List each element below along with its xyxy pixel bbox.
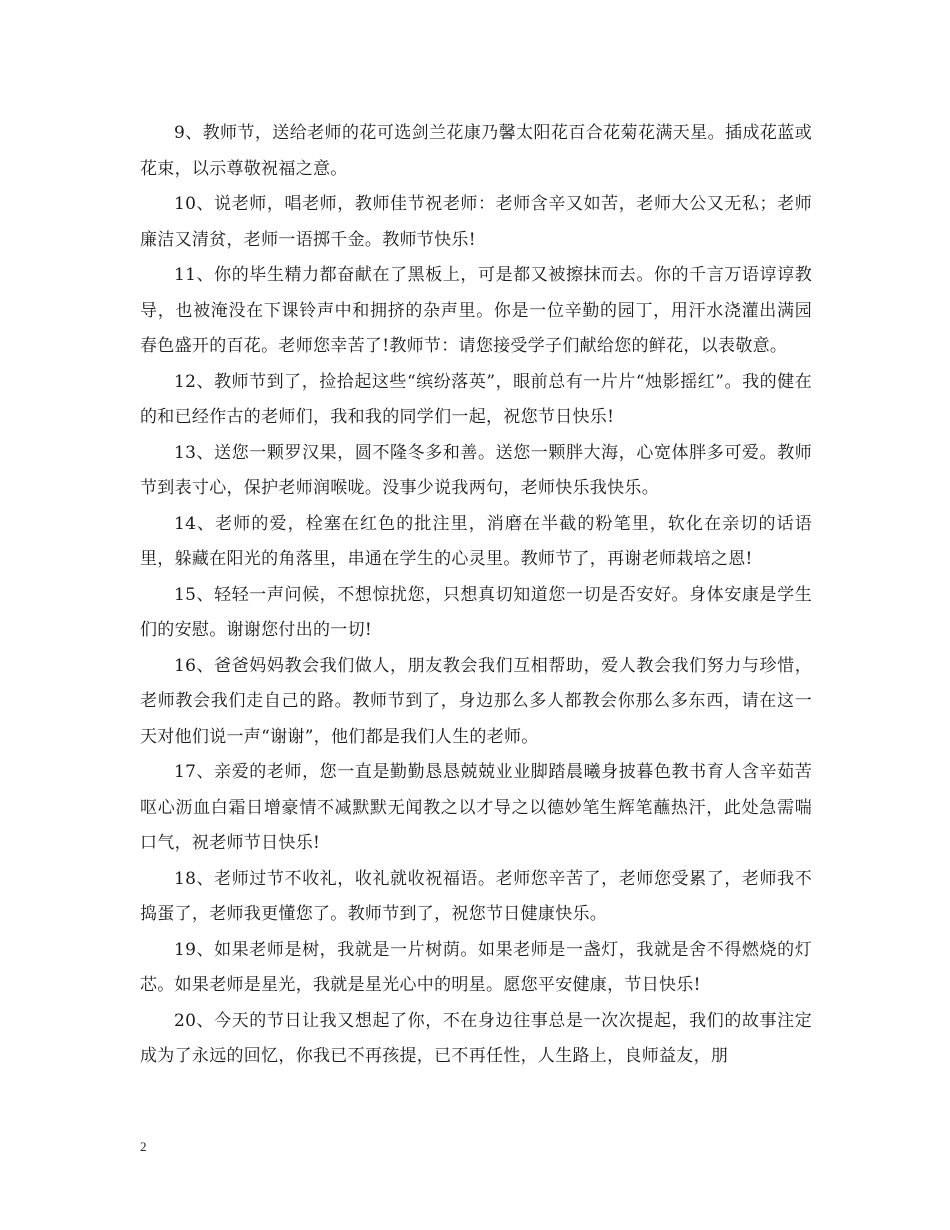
paragraph-14: 14、老师的爱，栓塞在红色的批注里，消磨在半截的粉笔里，软化在亲切的话语里，躲藏在阳光的角落里，串通在学生的心灵里。教师节了，再谢老师栽培之恩! [140,513,812,569]
paragraph-19: 19、如果老师是树，我就是一片树荫。如果老师是一盏灯，我就是舍不得燃烧的灯芯。如果老师是星光，我就是星光心中的明星。愿您平安健康，节日快乐! [140,939,812,995]
paragraph-18: 18、老师过节不收礼，收礼就收祝福语。老师您辛苦了，老师您受累了，老师我不捣蛋了，老师我更懂您了。教师节到了，祝您节日健康快乐。 [140,868,812,924]
paragraph-16: 16、爸爸妈妈教会我们做人，朋友教会我们互相帮助，爱人教会我们努力与珍惜，老师教会我们走自己的路。教师节到了，身边那么多人都教会你那么多东西，请在这一天对他们说一声“谢谢”，他们都是我们人生的老师。 [140,655,812,747]
paragraph-20: 20、今天的节日让我又想起了你，不在身边往事总是一次次提起，我们的故事注定成为了永远的回忆，你我已不再孩提，已不再任性，人生路上，良师益友，朋 [140,1010,812,1066]
document-body [140,116,812,1075]
paragraph-10: 10、说老师，唱老师，教师佳节祝老师：老师含辛又如苦，老师大公又无私；老师廉洁又清贫，老师一语掷千金。教师节快乐! [140,194,812,250]
paragraph-11: 11、你的毕生精力都奋献在了黑板上，可是都又被擦抹而去。你的千言万语谆谆教导，也被淹没在下课铃声中和拥挤的杂声里。你是一位辛勤的园丁，用汗水浇灌出满园春色盛开的百花。老师您幸苦了!教师节：请您接受学子们献给您的鲜花，以表敬意。 [140,265,812,356]
paragraph-9: 9、教师节，送给老师的花可选剑兰花康乃馨太阳花百合花菊花满天星。插成花蓝或花束，以示尊敬祝福之意。 [140,123,812,179]
paragraph-12: 12、教师节到了，捡拾起这些“缤纷落英”，眼前总有一片片“烛影摇红”。我的健在的和已经作古的老师们，我和我的同学们一起，祝您节日快乐! [140,371,812,427]
paragraph-13: 13、送您一颗罗汉果，圆不隆冬多和善。送您一颗胖大海，心宽体胖多可爱。教师节到表寸心，保护老师润喉咙。没事少说我两句，老师快乐我快乐。 [140,442,812,498]
paragraph-17: 17、亲爱的老师，您一直是勤勤恳恳兢兢业业脚踏晨曦身披暮色教书育人含辛茹苦呕心沥血白霜日增豪情不减默默无闻教之以才导之以德妙笔生辉笔蘸热汗，此处急需喘口气，祝老师节日快乐! [140,762,812,853]
page-number: 2 [140,1139,147,1154]
paragraph-15: 15、轻轻一声问候，不想惊扰您，只想真切知道您一切是否安好。身体安康是学生们的安慰。谢谢您付出的一切! [140,584,812,640]
